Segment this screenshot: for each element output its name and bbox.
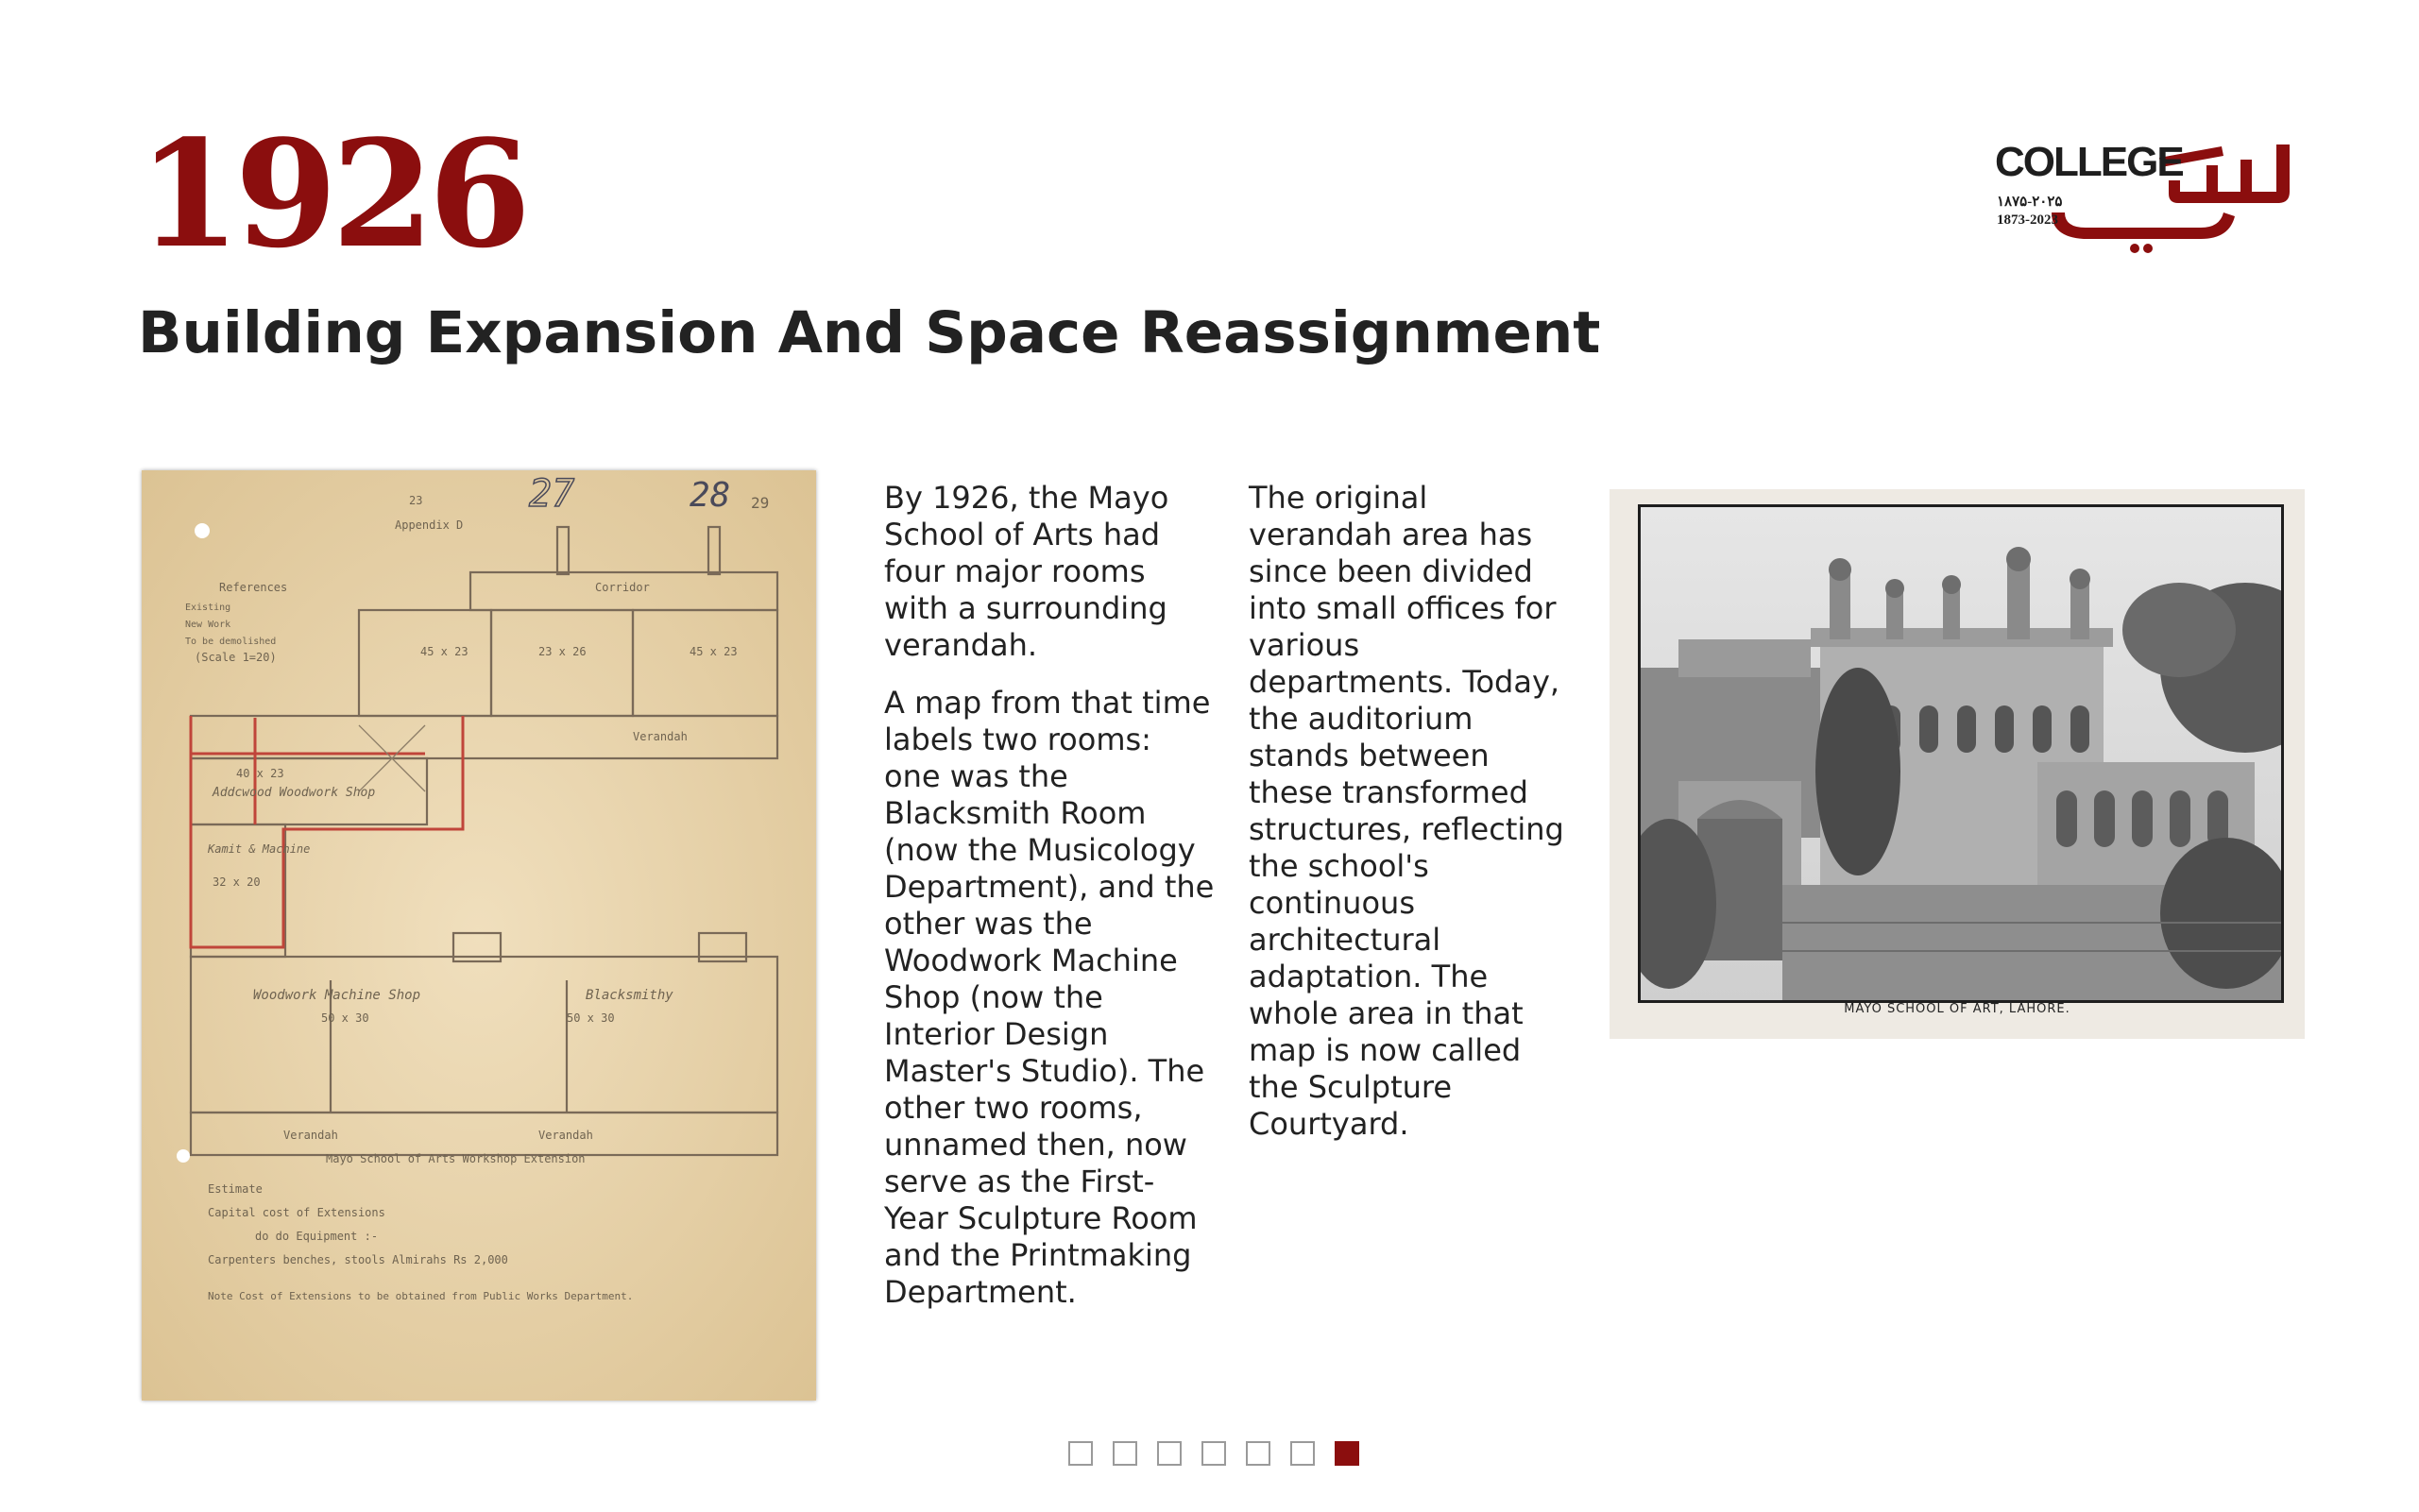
plan-room-corridor: Corridor [595, 581, 650, 594]
page-dot-7-active[interactable] [1335, 1441, 1359, 1466]
plan-room-kamit-machine: Kamit & Machine [208, 842, 311, 856]
page-dot-1[interactable] [1068, 1441, 1093, 1466]
plan-appendix-label: Appendix D [395, 518, 464, 532]
plan-note-equipment: do do Equipment :- [255, 1230, 379, 1243]
plan-note-estimate: Estimate [208, 1182, 263, 1196]
description-column-left [884, 480, 1215, 1332]
plan-dimension-3: 45 x 23 [690, 645, 738, 658]
plan-page-number-right: 29 [751, 494, 770, 512]
plan-dimension-4: 40 x 23 [236, 767, 284, 780]
photo-frame [1638, 504, 2284, 1003]
plan-dimension-2: 23 x 26 [538, 645, 587, 658]
plan-legend-existing: Existing [185, 603, 231, 613]
historical-photo-mayo-school [1610, 489, 2305, 1039]
photo-caption: MAYO SCHOOL OF ART, LAHORE. [1844, 1002, 2070, 1016]
plan-note-title: Mayo School of Arts Workshop Extension [326, 1152, 586, 1165]
page-title: Building Expansion And Space Reassignment [138, 299, 1601, 366]
logo-years-latin: 1873-2023 [1997, 212, 2058, 228]
college-kahani-logo[interactable] [1993, 137, 2305, 255]
floor-plan-drawing [142, 470, 816, 1401]
plan-legend-new-work: New Work [185, 620, 231, 630]
plan-note-carpenters: Carpenters benches, stools Almirahs Rs 2,000 [208, 1253, 508, 1266]
floor-plan-document-image [142, 470, 816, 1401]
plan-room-woodwork-machine-shop: Woodwork Machine Shop [253, 988, 421, 1003]
plan-room-verandah-top: Verandah [633, 730, 688, 743]
plan-legend-title: References [219, 581, 288, 594]
plan-handwritten-28: 28 [690, 476, 731, 515]
plan-legend-scale: (Scale 1=20) [195, 651, 277, 664]
description-column-right [1249, 480, 1570, 1164]
paragraph-verandah-today: The original verandah area has since been divided into small offices for various departments. Today, the auditorium stands between these transformed structures, reflecting the school's continuous architectural adaptation. The whole area in that map is now called the Sculpture Courtyard. [1249, 480, 1564, 1142]
year-heading: 1926 [138, 108, 526, 280]
logo-years [1997, 194, 2062, 229]
logo-years-urdu: ۱۸۷۵-۲۰۲۵ [1997, 195, 2063, 210]
plan-room-blacksmithy: Blacksmithy [586, 988, 673, 1003]
building-photo-illustration [1641, 507, 2281, 1000]
paragraph-map-labels: A map from that time labels two rooms: one was the Blacksmith Room (now the Musicology Department), and the other was the Woodwork Machine Shop (now the Interior Design Master's Studio). The other two rooms, unnamed then, now serve as the First-Year Sculpture Room and the Printmaking Department. [884, 685, 1215, 1310]
page-dot-5[interactable] [1246, 1441, 1270, 1466]
logo-wordmark: COLLEGE [1995, 139, 2183, 185]
plan-dimension-1: 45 x 23 [420, 645, 468, 658]
plan-dimension-6: 50 x 30 [321, 1011, 369, 1025]
page-dot-3[interactable] [1157, 1441, 1182, 1466]
page-dot-4[interactable] [1201, 1441, 1226, 1466]
plan-page-number-left: 23 [409, 494, 423, 507]
slide-pagination [1068, 1441, 1379, 1468]
plan-room-woodwork-shop: Addcwood Woodwork Shop [213, 786, 376, 800]
plan-dimension-5: 32 x 20 [213, 875, 261, 889]
paragraph-1926-rooms: By 1926, the Mayo School of Arts had four major rooms with a surrounding verandah. [884, 480, 1169, 663]
page-dot-2[interactable] [1113, 1441, 1137, 1466]
plan-note-capital-cost: Capital cost of Extensions [208, 1206, 385, 1219]
plan-room-verandah-bottom-left: Verandah [283, 1129, 338, 1142]
plan-legend-demolished: To be demolished [185, 637, 277, 647]
plan-room-verandah-bottom-right: Verandah [538, 1129, 593, 1142]
plan-dimension-7: 50 x 30 [567, 1011, 615, 1025]
plan-note-cost: Note Cost of Extensions to be obtained from Public Works Department. [208, 1290, 634, 1302]
page-dot-6[interactable] [1290, 1441, 1315, 1466]
plan-handwritten-27: 27 [529, 472, 575, 516]
